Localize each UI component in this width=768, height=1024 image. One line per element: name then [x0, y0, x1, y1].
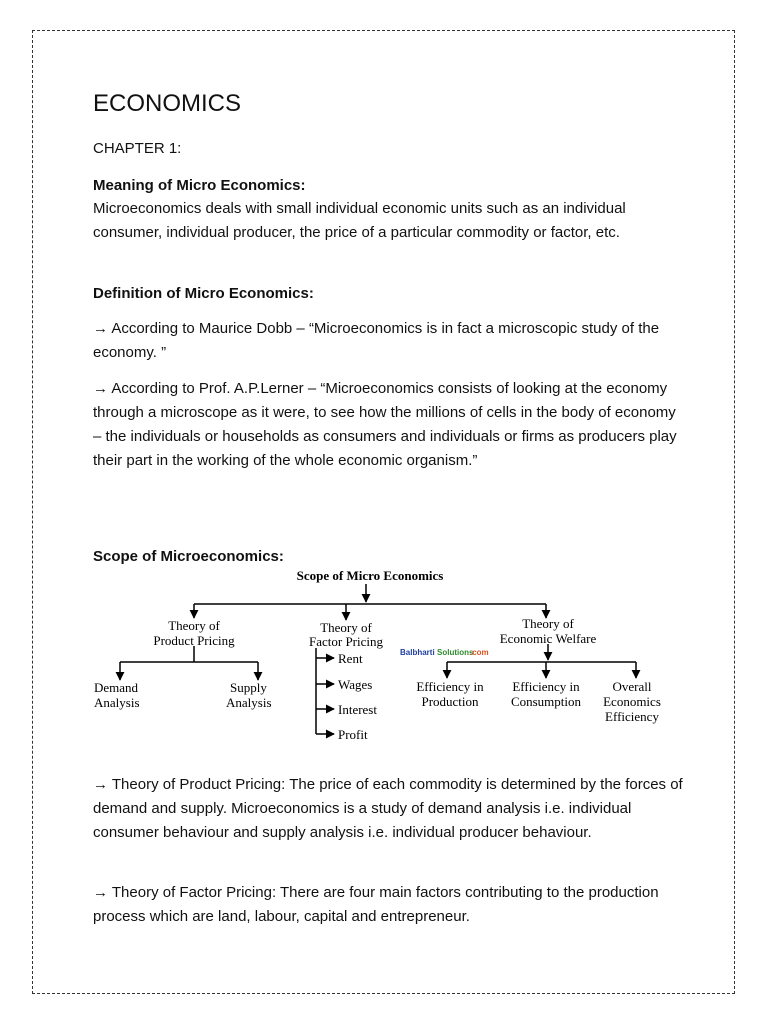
scope-heading: Scope of Microeconomics:: [93, 548, 284, 565]
node-economic-welfare-line2: Economic Welfare: [499, 631, 597, 646]
node-profit: Profit: [338, 727, 368, 742]
node-demand-line1: Demand: [94, 680, 139, 695]
definition-dobb: → According to Maurice Dobb – “Microeconomics is in fact a microscopic study of the economy. ”: [93, 320, 660, 361]
meaning-paragraph: Microeconomics deals with small individual economic units such as an individual consumer, individual producer, the price of a particular commodity or factor, etc.: [93, 200, 626, 241]
svg-text:Balbharti: Balbharti: [400, 648, 435, 657]
node-efficiency-production-line2: Production: [421, 694, 479, 709]
svg-text:.com: .com: [470, 648, 489, 657]
scope-diagram: [90, 564, 680, 750]
node-product-pricing-line1: Theory of: [168, 618, 220, 633]
node-interest: Interest: [338, 702, 377, 717]
node-overall-efficiency-line2: Economics: [603, 694, 661, 709]
node-wages: Wages: [338, 677, 373, 692]
node-rent: Rent: [338, 651, 363, 666]
diagram-title: Scope of Micro Economics: [296, 568, 444, 583]
node-factor-pricing-line1: Theory of: [320, 620, 372, 635]
node-efficiency-production-line1: Efficiency in: [416, 679, 484, 694]
node-factor-pricing-line2: Factor Pricing: [308, 634, 384, 649]
node-efficiency-consumption-line2: Consumption: [510, 694, 582, 709]
node-supply-line2: Analysis: [226, 695, 272, 710]
node-overall-efficiency-line1: Overall: [612, 679, 652, 694]
diagram-connectors: [120, 584, 636, 734]
definition-lerner: → According to Prof. A.P.Lerner – “Microeconomics consists of looking at the economy through a microscope as it were, to see how the millions of cells in the body of economy – the individuals or households as consumers and individuals or firms as producers play their part in the working of the whole economic organism.”: [93, 380, 677, 469]
watermark-logo: [400, 648, 489, 657]
svg-text:Solutions: Solutions: [437, 648, 474, 657]
node-demand-line2: Analysis: [94, 695, 140, 710]
node-overall-efficiency-line3: Efficiency: [605, 709, 659, 724]
chapter-label: CHAPTER 1:: [93, 140, 182, 157]
node-economic-welfare-line1: Theory of: [522, 616, 574, 631]
document-title: ECONOMICS: [93, 90, 242, 117]
meaning-heading: Meaning of Micro Economics:: [93, 177, 306, 194]
factor-pricing-paragraph: → Theory of Factor Pricing: There are four main factors contributing to the production process which are land, labour, capital and entrepreneur.: [93, 884, 659, 925]
node-efficiency-consumption-line1: Efficiency in: [512, 679, 580, 694]
node-supply-line1: Supply: [230, 680, 267, 695]
definition-heading: Definition of Micro Economics:: [93, 285, 314, 302]
node-product-pricing-line2: Product Pricing: [153, 633, 235, 648]
product-pricing-paragraph: → Theory of Product Pricing: The price of each commodity is determined by the forces of demand and supply. Microeconomics is a study of demand analysis i.e. individual consumer behaviour and supply analysis i.e. individual producer behaviour.: [93, 776, 683, 841]
